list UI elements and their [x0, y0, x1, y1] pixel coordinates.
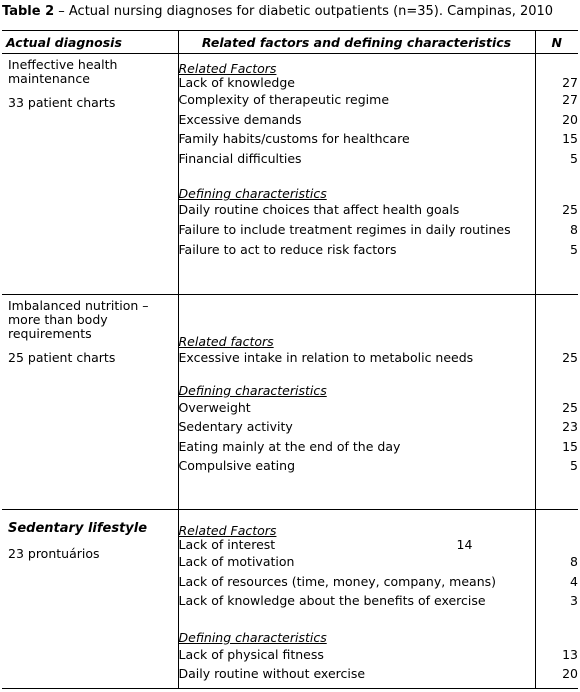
defining-characteristic: Failure to act to reduce risk factors — [178, 241, 397, 257]
related-factor-n: 5 — [570, 150, 578, 166]
related-factor: Lack of interest — [178, 537, 276, 552]
defining-characteristic-n: 8 — [570, 221, 578, 237]
related-factor: Excessive demands — [178, 111, 302, 127]
related-factor-n: 15 — [562, 131, 578, 147]
related-factor: Excessive intake in relation to metabolic needs — [178, 350, 474, 365]
defining-characteristic-n: 15 — [562, 438, 578, 454]
header-n: N — [535, 31, 578, 54]
diagnosis-chart-count: 25 patient charts — [8, 350, 116, 365]
defining-characteristic-n: 25 — [562, 399, 578, 415]
defining-characteristic: Lack of physical fitness — [178, 646, 324, 662]
table-row-imbalanced-nutrition — [2, 295, 578, 510]
related-factor-n: 14 — [456, 537, 473, 552]
related-factor-n: 27 — [562, 92, 578, 107]
table-caption — [2, 4, 578, 19]
diagnosis-chart-count: 33 patient charts — [8, 95, 116, 110]
related-factors-heading: Related Factors — [178, 61, 277, 76]
diagnosis-name: Ineffective health maintenance — [8, 57, 118, 86]
related-factor: Lack of motivation — [178, 554, 295, 569]
related-factor: Complexity of therapeutic regime — [178, 92, 390, 107]
defining-characteristic-n: 5 — [570, 241, 578, 257]
defining-characteristic-n: 25 — [562, 202, 578, 218]
related-factor: Lack of knowledge about the benefits of exercise — [178, 593, 486, 609]
diagnosis-name: Imbalanced nutrition – more than body requirements — [8, 298, 149, 341]
diagnosis-name: Sedentary lifestyle — [8, 521, 148, 536]
related-factor-n: 27 — [562, 75, 578, 90]
defining-characteristic: Overweight — [178, 399, 251, 415]
table-row-ineffective-health-maintenance — [2, 54, 578, 295]
defining-characteristic-n: 23 — [562, 419, 578, 435]
table-row-sedentary-lifestyle — [2, 510, 578, 689]
defining-characteristics-heading: Defining characteristics — [178, 629, 327, 645]
defining-characteristic-n: 13 — [562, 646, 578, 662]
related-factor: Lack of resources (time, money, company, means) — [178, 573, 497, 589]
diagnoses-table — [2, 30, 578, 689]
defining-characteristics-heading: Defining characteristics — [178, 382, 327, 398]
defining-characteristic: Daily routine without exercise — [178, 666, 366, 682]
header-diagnosis: Actual diagnosis — [2, 31, 178, 54]
defining-characteristic: Compulsive eating — [178, 458, 296, 474]
table-caption-label: Table 2 — [2, 4, 55, 19]
table-caption-text: – Actual nursing diagnoses for diabetic outpatients (n=35). Campinas, 2010 — [54, 4, 554, 19]
diagnosis-chart-count: 23 prontuários — [8, 546, 100, 561]
related-factor-n: 4 — [570, 573, 578, 589]
related-factor-n: 20 — [562, 111, 578, 127]
related-factor-n: 25 — [562, 350, 578, 365]
related-factor: Lack of knowledge — [178, 75, 295, 90]
defining-characteristic: Eating mainly at the end of the day — [178, 438, 401, 454]
table-header-row — [2, 31, 578, 54]
header-factors: Related factors and defining characteristics — [178, 31, 535, 54]
defining-characteristic: Failure to include treatment regimes in daily routines — [178, 221, 511, 237]
related-factor: Financial difficulties — [178, 150, 302, 166]
defining-characteristic: Sedentary activity — [178, 419, 293, 435]
related-factors-heading: Related Factors — [178, 523, 277, 538]
related-factor-n: 3 — [570, 593, 578, 609]
defining-characteristic: Daily routine choices that affect health goals — [178, 202, 460, 218]
defining-characteristic-n: 5 — [570, 458, 578, 474]
defining-characteristics-heading: Defining characteristics — [178, 186, 327, 202]
related-factors-heading: Related factors — [178, 334, 274, 349]
related-factor: Family habits/customs for healthcare — [178, 131, 410, 147]
related-factor-n: 8 — [570, 554, 578, 569]
defining-characteristic-n: 20 — [562, 666, 578, 682]
